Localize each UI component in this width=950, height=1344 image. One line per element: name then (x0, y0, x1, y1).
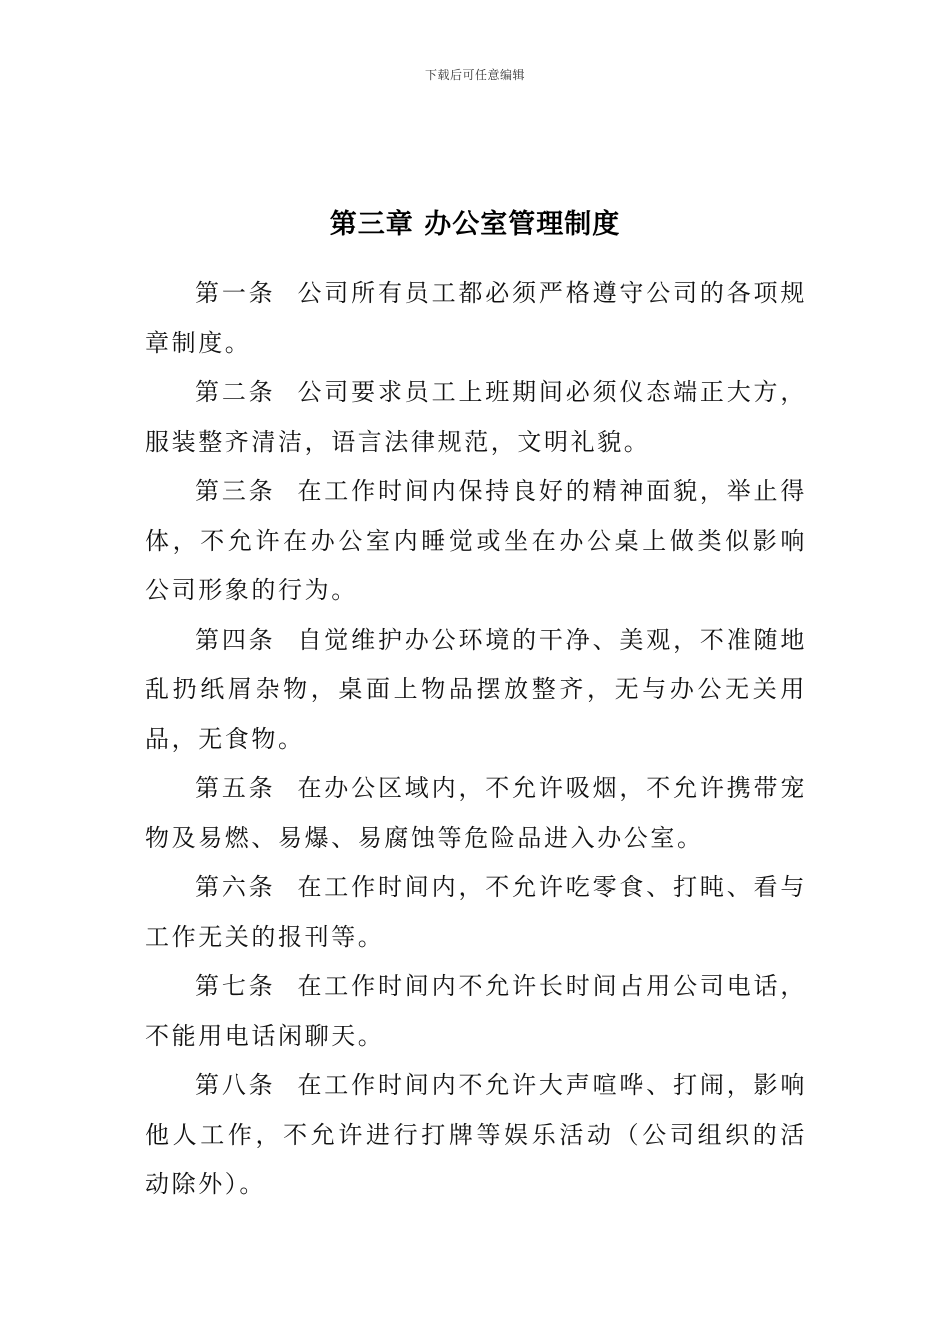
header-note: 下载后可任意编辑 (424, 68, 525, 82)
article-6 (145, 863, 807, 962)
article-number: 第六条 (195, 873, 276, 901)
article-text: 在工作时间内不允许长时间占用公司电话，不能用电话闲聊天。 (145, 972, 807, 1050)
article-text: 公司所有员工都必须严格遵守公司的各项规章制度。 (145, 279, 807, 357)
article-text: 在工作时间内保持良好的精神面貌，举止得体，不允许在办公室内睡觉或坐在办公桌上做类似影响公司形象的行为。 (145, 477, 807, 604)
article-4 (145, 616, 807, 765)
article-5 (145, 764, 807, 863)
article-2 (145, 368, 807, 467)
article-number: 第八条 (195, 1071, 276, 1099)
article-number: 第五条 (195, 774, 276, 802)
article-number: 第一条 (195, 279, 276, 307)
article-number: 第三条 (195, 477, 276, 505)
article-text: 自觉维护办公环境的干净、美观，不准随地乱扔纸屑杂物，桌面上物品摆放整齐，无与办公无关用品，无食物。 (145, 625, 807, 753)
article-text: 在工作时间内不允许大声喧哗、打闹，影响他人工作，不允许进行打牌等娱乐活动（公司组织的活动除外）。 (145, 1071, 807, 1198)
article-7 (145, 962, 807, 1061)
article-number: 第二条 (195, 378, 276, 406)
article-text: 在工作时间内，不允许吃零食、打盹、看与工作无关的报刊等。 (145, 873, 807, 951)
article-number: 第四条 (195, 625, 276, 654)
article-8 (145, 1061, 807, 1210)
article-number: 第七条 (195, 972, 276, 1000)
article-1 (145, 269, 807, 368)
article-text: 在办公区域内，不允许吸烟，不允许携带宠物及易燃、易爆、易腐蚀等危险品进入办公室。 (145, 774, 807, 852)
document-body (145, 269, 807, 1210)
article-text: 公司要求员工上班期间必须仪态端正大方，服装整齐清洁，语言法律规范，文明礼貌。 (145, 378, 807, 456)
article-3 (145, 467, 807, 616)
chapter-title: 第三章 办公室管理制度 (329, 209, 621, 240)
